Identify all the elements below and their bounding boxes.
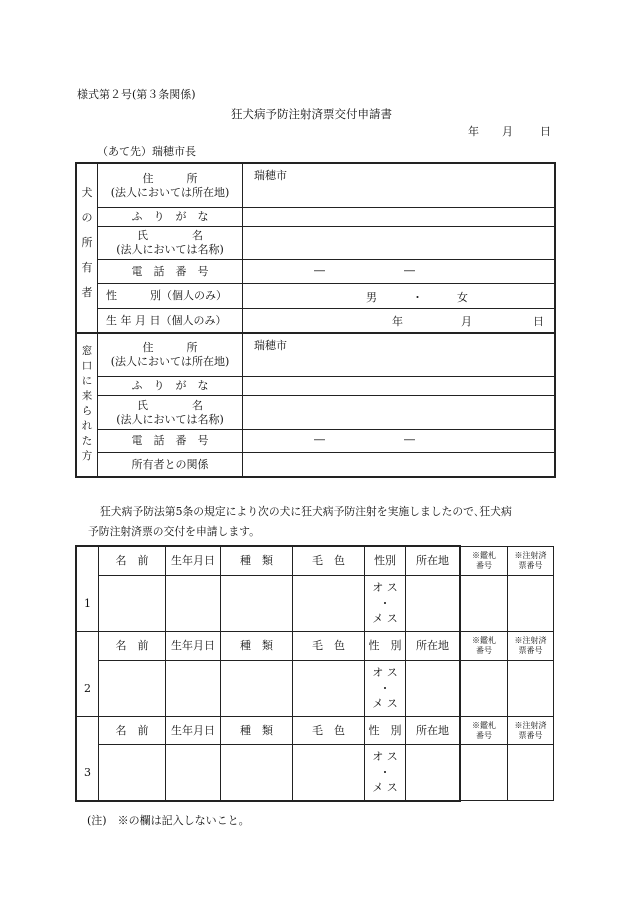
- owner-phone-dash-1: ―: [314, 264, 325, 277]
- form-number: 様式第２号(第３条関係): [77, 88, 196, 101]
- date-year-label: 年: [468, 125, 479, 138]
- dog-header-license: ※鑑札 番号: [472, 551, 496, 570]
- statement-line-1: 狂犬病予防法第5条の規定により次の犬に狂犬病予防注射を実施しましたので､狂犬病: [100, 505, 512, 518]
- visitor-phone-dash-2: ―: [404, 433, 415, 446]
- dog-header-location: 所在地: [416, 639, 449, 653]
- dog-header-sex: 性 別: [368, 723, 402, 737]
- owner-sex-label: 性 別（個人のみ）: [106, 289, 227, 303]
- visitor-phone-dash-1: ―: [314, 433, 325, 446]
- addressee: （あて先）瑞穂市長: [97, 145, 196, 158]
- footer-note: (注) ※の欄は記入しないこと。: [87, 814, 250, 827]
- dog-header-breed: 種 類: [240, 639, 273, 653]
- owner-name-field[interactable]: [243, 227, 554, 259]
- owner-phone-dash-2: ―: [404, 264, 415, 277]
- dog-header-location: 所在地: [416, 723, 449, 737]
- dog-header-color: 毛 色: [312, 639, 345, 653]
- date-day-label: 日: [540, 125, 551, 138]
- dog-header-location: 所在地: [416, 554, 449, 568]
- statement-line-2: 予防注射済票の交付を申請します。: [88, 525, 260, 538]
- owner-phone-label: 電 話 番 号: [131, 264, 209, 278]
- dog-header-name: 名 前: [115, 639, 149, 653]
- visitor-name-label: 氏 名 (法人においては名称): [116, 398, 224, 426]
- dog-header-license: ※鑑札 番号: [472, 720, 496, 740]
- owner-sex-dot: ・: [412, 291, 423, 304]
- dog-header-color: 毛 色: [312, 723, 345, 737]
- dog-header-sex: 性 別: [368, 639, 402, 653]
- page-title: 狂犬病予防注射済票交付申請書: [231, 107, 392, 121]
- dog-row-number-1: 1: [84, 596, 91, 610]
- visitor-address-value[interactable]: 瑞穂市: [254, 339, 287, 352]
- dog-header-tag: ※注射済 票番号: [514, 636, 547, 655]
- owner-dob-label: 生 年 月 日（個人のみ）: [106, 313, 227, 327]
- visitor-phone-label: 電 話 番 号: [131, 434, 209, 448]
- owner-furigana-field[interactable]: [243, 208, 554, 226]
- dog-row-1-sex[interactable]: オ ス ・ メ ス: [372, 580, 398, 626]
- dog-header-breed: 種 類: [240, 554, 273, 568]
- owner-sex-male[interactable]: 男: [366, 291, 377, 304]
- dog-header-tag: ※注射済 票番号: [514, 720, 547, 740]
- dog-header-dob: 生年月日: [171, 723, 215, 737]
- owner-name-label: 氏 名 (法人においては名称): [116, 229, 224, 256]
- owner-address-label: 住 所 (法人においては所在地): [110, 171, 230, 199]
- owner-sex-female[interactable]: 女: [457, 291, 468, 304]
- visitor-name-field[interactable]: [243, 396, 554, 429]
- dog-header-dob: 生年月日: [171, 639, 215, 653]
- owner-address-value[interactable]: 瑞穂市: [254, 169, 287, 182]
- visitor-group-label: 窓 口 に 来 ら れ た 方: [81, 344, 93, 462]
- visitor-relation-label: 所有者との関係: [131, 457, 209, 471]
- dog-header-tag: ※注射済 票番号: [514, 551, 547, 570]
- dog-row-number-2: 2: [84, 681, 91, 695]
- owner-dob-month: 月: [461, 315, 472, 328]
- owner-dob-year: 年: [392, 315, 403, 328]
- dog-header-sex: 性別: [374, 554, 396, 568]
- dog-header-name: 名 前: [115, 723, 149, 737]
- dog-row-3-sex[interactable]: オ ス ・ メ ス: [372, 749, 398, 795]
- date-month-label: 月: [502, 125, 513, 138]
- dog-header-name: 名 前: [115, 554, 149, 568]
- dog-row-2-sex[interactable]: オ ス ・ メ ス: [372, 665, 398, 711]
- dog-header-breed: 種 類: [240, 723, 273, 737]
- visitor-relation-field[interactable]: [243, 453, 554, 476]
- owner-group-label: 犬 の 所 有 者: [81, 185, 93, 299]
- visitor-furigana-label: ふ り が な: [131, 379, 209, 393]
- owner-furigana-label: ふ り が な: [131, 210, 209, 224]
- dog-header-color: 毛 色: [312, 554, 345, 568]
- visitor-furigana-field[interactable]: [243, 377, 554, 395]
- dog-header-dob: 生年月日: [171, 554, 215, 568]
- owner-dob-day: 日: [533, 315, 544, 328]
- visitor-address-label: 住 所 (法人においては所在地): [110, 341, 230, 368]
- dog-header-license: ※鑑札 番号: [472, 636, 496, 655]
- dog-row-number-3: 3: [84, 765, 91, 779]
